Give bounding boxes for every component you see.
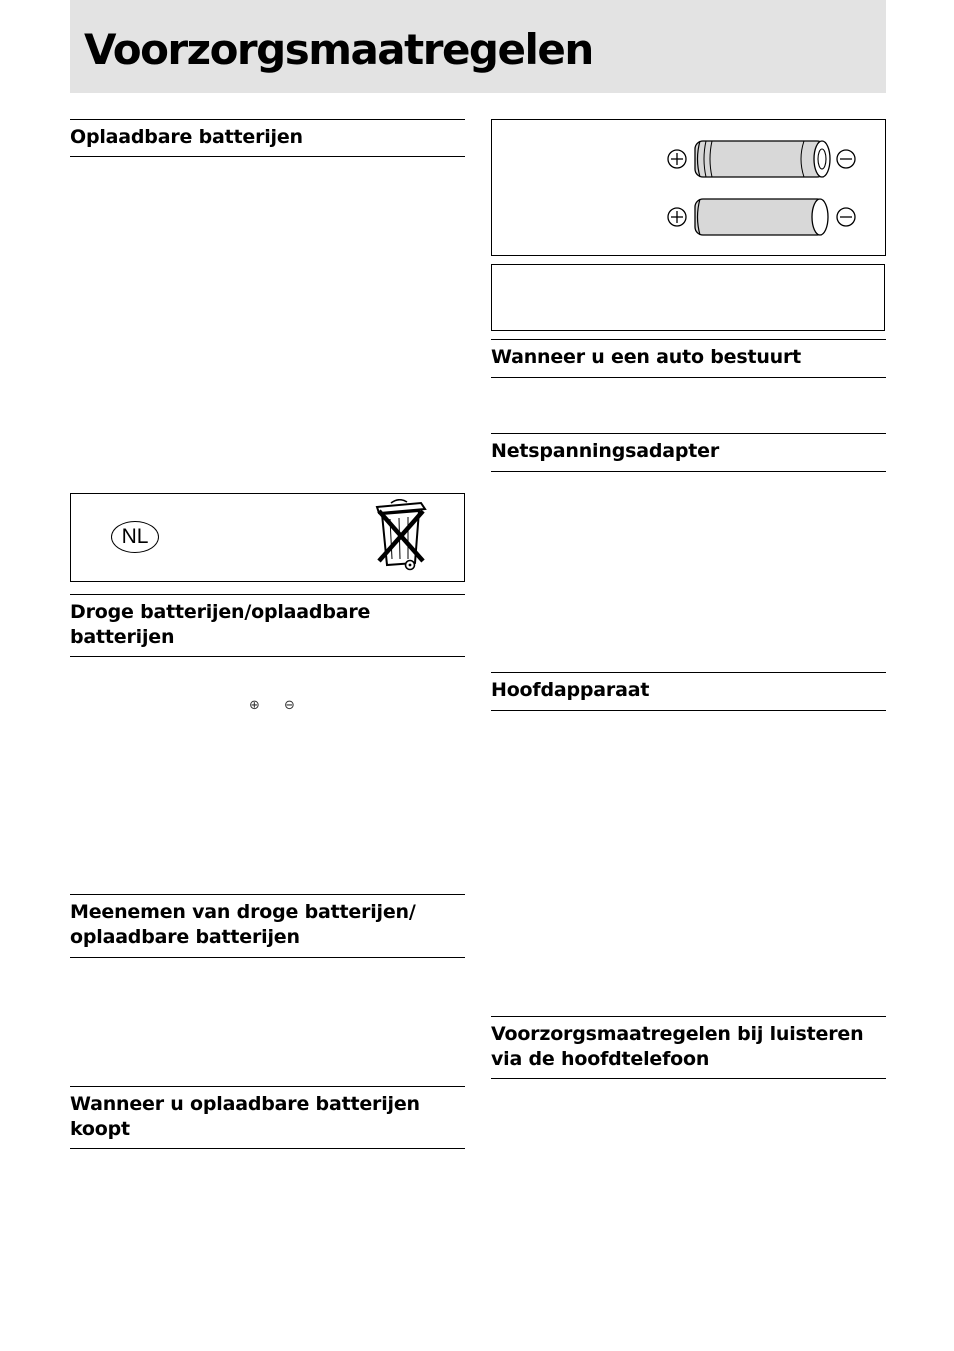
heading-oplaadbare-batterijen: Oplaadbare batterijen	[70, 119, 465, 157]
page-title: Voorzorgsmaatregelen	[84, 25, 593, 74]
plus-symbol: ⊕	[249, 698, 260, 713]
heading-oplaadbare-batterijen-kopen: Wanneer u oplaadbare batterijen koopt	[70, 1086, 465, 1149]
crossed-out-wheelie-bin-icon	[369, 499, 431, 573]
dry-battery-icon	[668, 199, 855, 235]
heading-auto-bestuurt: Wanneer u een auto bestuurt	[491, 339, 886, 378]
heading-netspanningsadapter: Netspanningsadapter	[491, 433, 886, 472]
battery-polarity-figure	[662, 136, 862, 236]
heading-meenemen-batterijen: Meenemen van droge batterijen/ oplaadbare batterijen	[70, 894, 465, 958]
battery-figure-box	[491, 119, 886, 256]
title-bar	[70, 0, 886, 93]
recycle-notice-box	[70, 493, 465, 582]
note-box	[491, 264, 885, 331]
minus-symbol: ⊖	[284, 698, 295, 713]
heading-droge-batterijen: Droge batterijen/oplaadbare batterijen	[70, 594, 465, 657]
nl-language-badge: NL	[111, 521, 159, 553]
heading-hoofdapparaat: Hoofdapparaat	[491, 672, 886, 711]
heading-hoofdtelefoon: Voorzorgsmaatregelen bij luisteren via de hoofdtelefoon	[491, 1016, 886, 1079]
rechargeable-battery-icon	[668, 141, 855, 177]
